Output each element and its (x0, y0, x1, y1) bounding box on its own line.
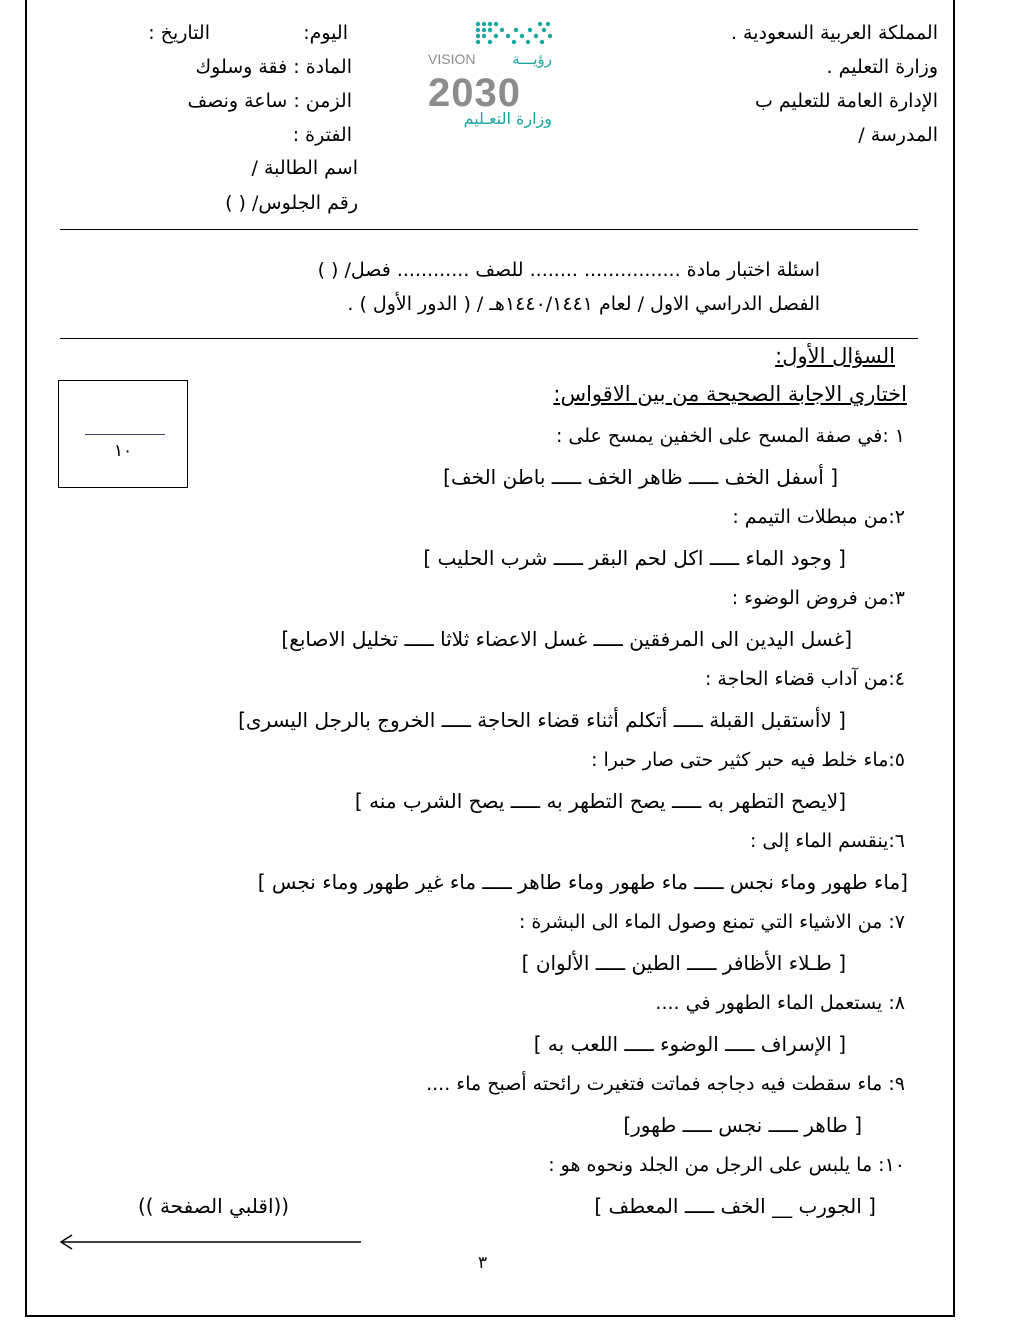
question-9: ٩: ماء سقطت فيه دجاجه فماتت فتغيرت رائحته أصبح ماء .... (426, 1073, 905, 1095)
question-7: ٧: من الاشياء التي تمنع وصول الماء الى البشرة : (518, 911, 905, 933)
section-title: السؤال الأول: (775, 344, 895, 368)
section-instruction: اختاري الاجابة الصحيحة من بين الاقواس: (553, 382, 907, 406)
question-3: ٣:من فروض الوضوء : (731, 587, 905, 609)
question-1-options: [ أسفل الخف ـــــ ظاهر الخف ـــــ باطن الخف] (443, 465, 838, 489)
question-6-options: [ماء طهور وماء نجس ـــــ ماء طهور وماء طاهر ـــــ ماء غير طهور وماء نجس ] (257, 870, 908, 894)
question-7-options: [ طـلاء الأظافر ـــــ الطين ـــــ الألوان ] (521, 951, 846, 975)
question-6: ٦:ينقسم الماء إلى : (749, 830, 905, 852)
question-5: ٥:ماء خلط فيه حبر كثير حتى صار حبرا : (591, 749, 905, 771)
header-period: الفترة : (292, 124, 352, 146)
divider-top (60, 229, 918, 230)
header-ministry: وزارة التعليم . (826, 56, 938, 78)
exam-title-line1: اسئلة اختبار مادة ................ ........ للصف ............ فصل/ ( ) (317, 259, 820, 281)
page-number: ٣ (478, 1253, 488, 1273)
header-subject: المادة : فقة وسلوك (195, 56, 352, 78)
exam-title-line2: الفصل الدراسي الاول / لعام ١٤٤٠/١٤٤١هـ / ( الدور الأول ) . (347, 293, 820, 315)
question-8: ٨: يستعمل الماء الطهور في .... (655, 992, 905, 1014)
vision-logo-dots-icon (420, 18, 560, 128)
score-total: ١٠ (113, 441, 133, 461)
vision-year: 2030 (428, 71, 521, 115)
header-seat-number: رقم الجلوس/ ( ) (225, 192, 358, 214)
arrow-left-icon (58, 1232, 361, 1252)
vision-text: VISION (428, 51, 476, 67)
header-administration: الإدارة العامة للتعليم ب (754, 90, 938, 112)
score-box (58, 380, 188, 488)
header-time: الزمن : ساعة ونصف (187, 90, 352, 112)
question-5-options: [لايصح التطهر به ـــــ يصح التطهر به ـــــ يصح الشرب منه ] (354, 789, 846, 813)
divider-middle (60, 338, 918, 339)
question-2-options: [ وجود الماء ـــــ اكل لحم البقر ـــــ شرب الحليب ] (423, 546, 846, 570)
score-line (85, 434, 165, 435)
question-1: ١ :في صفة المسح على الخفين يمسح على : (555, 425, 905, 447)
header-day: اليوم: (303, 22, 348, 44)
header-school: المدرسة / (858, 124, 938, 146)
question-10-options: [ الجورب __ الخف ـــــ المعطف ] (594, 1194, 876, 1218)
question-4-options: [ لاأستقبل القبلة ـــــ أتكلم أثناء قضاء الحاجة ـــــ الخروج بالرجل اليسرى] (238, 708, 846, 732)
turn-page-note: ((اقلبي الصفحة )) (138, 1194, 290, 1218)
header-student-name: اسم الطالبة / (251, 157, 358, 179)
header-date: التاريخ : (148, 22, 210, 44)
header-kingdom: المملكة العربية السعودية . (730, 22, 938, 44)
question-8-options: [ الإسراف ـــــ الوضوء ـــــ اللعب به ] (533, 1032, 846, 1056)
question-3-options: [غسل اليدين الى المرفقين ـــــ غسل الاعضاء ثلاثا ـــــ تخليل الاصابع] (281, 627, 852, 651)
question-4: ٤:من آداب قضاء الحاجة : (704, 668, 905, 690)
vision-arabic-text: رؤيـــة (512, 50, 552, 68)
question-9-options: [ طاهر ـــــ نجس ـــــ طهور] (623, 1113, 862, 1137)
vision-2030-logo (420, 18, 560, 128)
question-2: ٢:من مبطلات التيمم : (732, 506, 905, 528)
question-10: ١٠: ما يلبس على الرجل من الجلد ونحوه هو : (548, 1154, 905, 1176)
ministry-logo-text: وزارة التعـليم (463, 109, 552, 128)
